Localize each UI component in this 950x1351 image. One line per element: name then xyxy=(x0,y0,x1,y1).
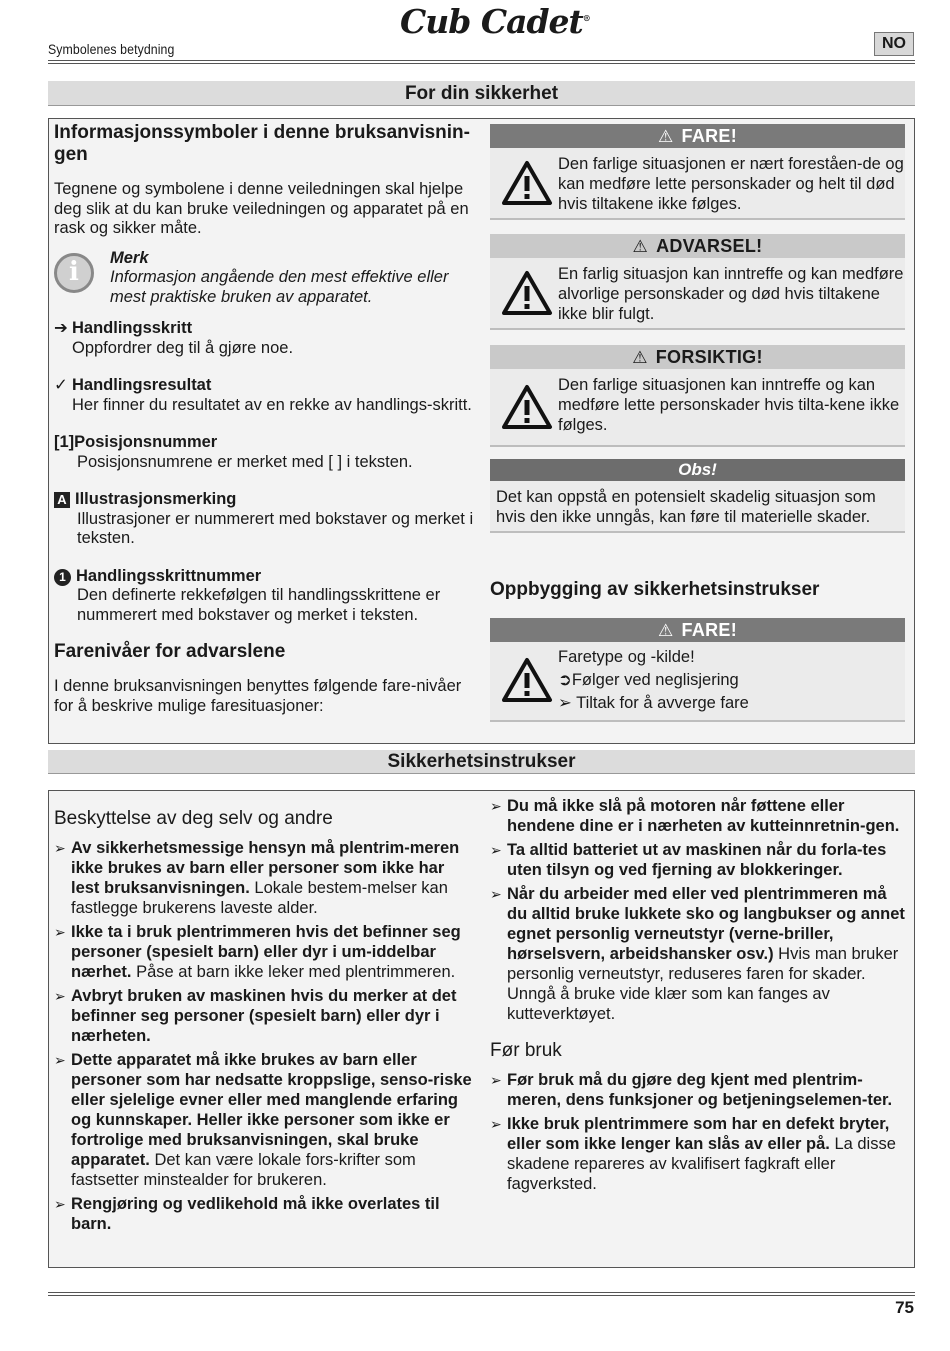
number-circle-icon: 1 xyxy=(54,569,71,586)
example-line-measure: ➢ Tiltak for å avverge fare xyxy=(558,694,749,712)
symbol-item-action xyxy=(54,319,479,358)
brand-logo: Cub Cadet® xyxy=(400,2,590,41)
warning-triangle-icon xyxy=(496,154,558,212)
warning-header: ⚠ ADVARSEL! xyxy=(490,234,905,258)
before-use-list xyxy=(490,1070,910,1194)
list-item: ➢ Avbryt bruken av maskinen hvis du merker at det befinner seg personer (spesielt barn) eller dyr i nærheten. xyxy=(54,987,457,1045)
letter-box-icon: A xyxy=(54,492,70,508)
arrowhead-icon: ➢ xyxy=(54,988,66,1004)
footer-rule-2 xyxy=(48,1295,915,1296)
list-item: ➢ Du må ikke slå på motoren når føttene eller hendene dine er i nærheten av kutteinnretnin-gen. xyxy=(490,797,900,835)
symbol-item-title: Handlingsresultat xyxy=(72,376,212,394)
list-item: ➢ Før bruk må du gjøre deg kjent med plentrim-meren, dens funksjoner og betjeningselemen-ter. xyxy=(490,1071,893,1109)
arrow-right-icon: ➔ xyxy=(54,319,68,337)
warning-triangle-icon: ⚠ xyxy=(657,621,674,640)
warning-text: Den farlige situasjonen er nært foreståen-de og kan medføre lette personskader og helt til død hvis tiltakene ikke følges. xyxy=(558,155,904,213)
footer-rule xyxy=(48,1292,915,1293)
warning-box-advarsel xyxy=(490,234,905,330)
warning-triangle-icon: ⚠ xyxy=(657,127,674,146)
symbols-column xyxy=(54,122,479,716)
example-line-type: Faretype og -kilde! xyxy=(558,648,695,666)
symbol-item-result xyxy=(54,376,479,415)
symbol-item-title: Illustrasjonsmerking xyxy=(75,490,237,508)
symbol-item-text: Her finner du resultatet av en rekke av handlings-skritt. xyxy=(72,395,472,414)
rules-list xyxy=(490,796,910,1024)
notice-text: Det kan oppstå en potensielt skadelig situasjon som hvis den ikke unngås, kan føre til materielle skader. xyxy=(490,481,905,533)
header-rule xyxy=(48,60,915,61)
language-badge: NO xyxy=(874,32,914,56)
notice-header: Obs! xyxy=(490,459,905,481)
arrow-circle-icon: ➲ xyxy=(558,671,572,689)
warning-triangle-icon xyxy=(496,264,558,322)
levels-heading: Farenivåer for advarslene xyxy=(54,641,286,662)
warning-triangle-icon xyxy=(496,375,558,439)
symbol-item-text: Posisjonsnumrene er merket med [ ] i teksten. xyxy=(77,452,413,471)
warning-header: ⚠ FARE! xyxy=(490,618,905,642)
page-number: 75 xyxy=(895,1298,914,1317)
levels-text: I denne bruksanvisningen benyttes følgende fare-nivåer for å beskrive mulige faresituasjoner: xyxy=(54,677,462,715)
symbol-item-text: Illustrasjoner er nummerert med bokstaver og merket i teksten. xyxy=(77,509,474,547)
arrowhead-icon: ➢ xyxy=(490,842,502,858)
warning-triangle-icon: ⚠ xyxy=(632,237,649,256)
symbol-item-title: Handlingsskritt xyxy=(72,319,193,337)
list-item: ➢ Rengjøring og vedlikehold må ikke overlates til barn. xyxy=(54,1195,440,1233)
list-item: ➢ Når du arbeider med eller ved plentrimmeren må du alltid bruke lukkete sko og langbukser og annet egnet personlig verneutstyr (verne-briller, hørselsvern, arbeidshansker osv.) Hvis man bruker personlig verneutstyr, reduseres faren for skader. Unngå å bruke vide klær som kan fanges av kutteverktøyet. xyxy=(490,885,905,1023)
list-item: ➢ Ikke bruk plentrimmere som har en defekt bryter, eller som ikke lenger kan slås av eller på. La disse skadene repareres av kvalifisert fagkraft eller fagverksted. xyxy=(490,1115,896,1193)
symbols-intro: Tegnene og symbolene i denne veiledningen skal hjelpe deg slik at du kan bruke veiledningen og apparatet på en rask og sikker måte. xyxy=(54,180,469,237)
symbol-item-step-number xyxy=(54,567,479,626)
warning-triangle-icon: ⚠ xyxy=(632,348,648,367)
symbol-item-position xyxy=(54,433,479,472)
note-block xyxy=(54,249,479,308)
example-line-consequence: ➲Følger ved neglisjering xyxy=(558,671,739,689)
rules-column xyxy=(490,792,910,1194)
arrowhead-icon: ➢ xyxy=(54,840,66,856)
warning-header: ⚠ FARE! xyxy=(490,124,905,148)
protection-column xyxy=(54,808,472,1234)
info-icon: i xyxy=(54,253,94,293)
arrowhead-icon: ➢ xyxy=(490,886,502,902)
before-use-heading: Før bruk xyxy=(490,1040,562,1061)
example-warning-box xyxy=(490,618,905,722)
warning-box-fare xyxy=(490,124,905,220)
arrowhead-icon: ➢ xyxy=(490,798,502,814)
arrowhead-icon: ➢ xyxy=(54,924,66,940)
section-title-instructions: Sikkerhetsinstrukser xyxy=(48,750,915,774)
protection-heading: Beskyttelse av deg selv og andre xyxy=(54,808,333,829)
note-text: Informasjon angående den mest effektive eller mest praktiske bruken av apparatet. xyxy=(110,268,449,306)
list-item: ➢ Ta alltid batteriet ut av maskinen når du forla-tes uten tilsyn og ved fjerning av blokkeringer. xyxy=(490,841,887,879)
warning-text: Den farlige situasjonen kan inntreffe og kan medføre lette personskader hvis tilta-kene ikke følges. xyxy=(558,376,900,434)
arrowhead-icon: ➢ xyxy=(54,1052,66,1068)
symbol-item-title: Posisjonsnummer xyxy=(74,433,218,451)
symbol-item-text: Den definerte rekkefølgen til handlingsskrittene er nummerert med bokstaver og merket i teksten. xyxy=(77,586,441,624)
symbols-heading: Informasjonssymboler i denne bruksanvisnin-gen xyxy=(54,122,470,165)
header-rule-2 xyxy=(48,63,915,64)
header-section-label: Symbolenes betydning xyxy=(48,41,175,57)
arrowhead-icon: ➢ xyxy=(558,694,577,712)
checkmark-icon: ✓ xyxy=(54,376,68,394)
notice-box-obs xyxy=(490,459,905,533)
warning-text: En farlig situasjon kan inntreffe og kan medføre alvorlige personskader og død hvis tiltakene ikke blir fulgt. xyxy=(558,265,904,323)
list-item: ➢ Ikke ta i bruk plentrimmeren hvis det befinner seg personer (spesielt barn) eller dyr i um-iddelbar nærhet. Påse at barn ikke leker med plentrimmeren. xyxy=(54,923,461,981)
position-number-icon: [1] xyxy=(54,433,75,451)
arrowhead-icon: ➢ xyxy=(54,1196,66,1212)
symbol-item-text: Oppfordrer deg til å gjøre noe. xyxy=(72,338,294,357)
symbol-item-illustration xyxy=(54,490,479,549)
note-title: Merk xyxy=(110,248,149,267)
arrowhead-icon: ➢ xyxy=(490,1072,502,1088)
protection-list xyxy=(54,838,472,1234)
warning-triangle-icon xyxy=(496,646,558,714)
warning-box-forsiktig xyxy=(490,345,905,447)
list-item: ➢ Av sikkerhetsmessige hensyn må plentrim-meren ikke brukes av barn eller personer som ikke har lest bruksanvisningen. Lokale bestem-melser kan fastlegge brukerens laveste alder. xyxy=(54,839,460,917)
structure-heading: Oppbygging av sikkerhetsinstrukser xyxy=(490,579,820,600)
list-item: ➢ Dette apparatet må ikke brukes av barn eller personer som har nedsatte kroppslige, senso-riske eller sjelelige evner eller med manglende erfaring og kunnskaper. Heller ikke personer som ikke er fortrolige med bruksanvisningen, skal bruke apparatet. Det kan være lokale fors-krifter som fastsetter minstealder for brukeren. xyxy=(54,1051,472,1189)
symbol-item-title: Handlingsskrittnummer xyxy=(76,566,262,585)
arrowhead-icon: ➢ xyxy=(490,1116,502,1132)
warning-header: ⚠ FORSIKTIG! xyxy=(490,345,905,369)
section-title-safety: For din sikkerhet xyxy=(48,81,915,106)
